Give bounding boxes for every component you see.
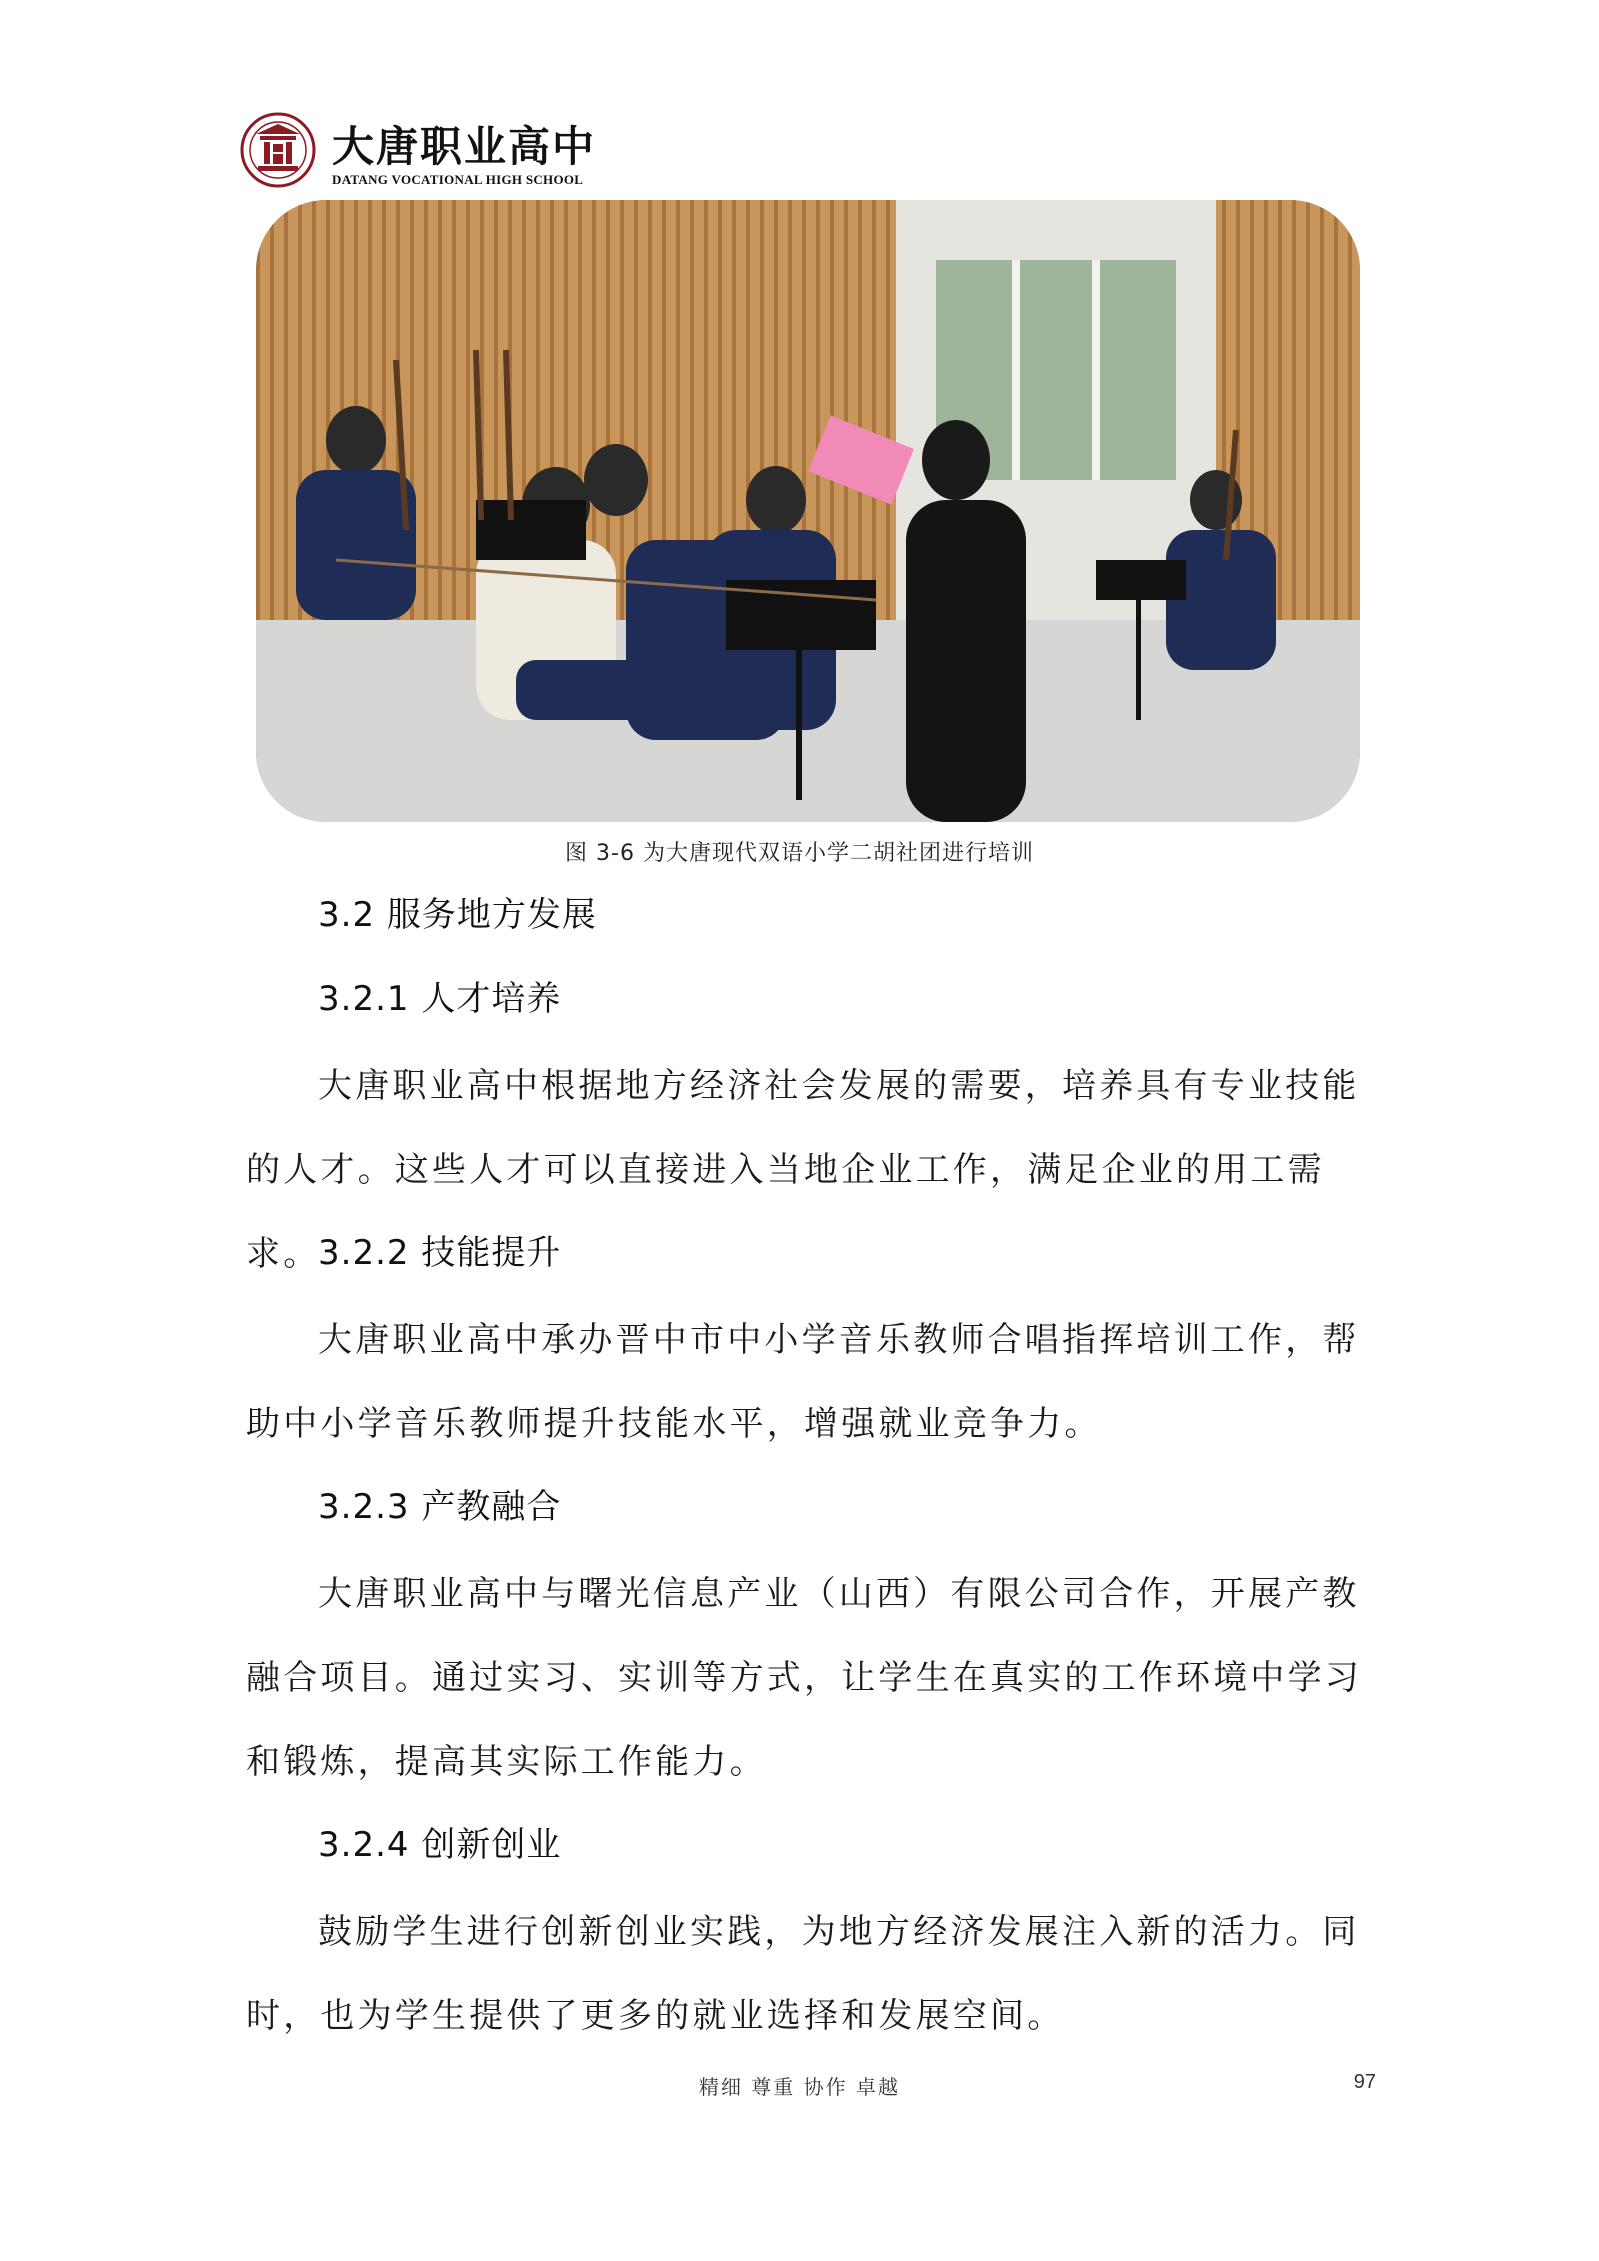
page-number: 97 bbox=[1353, 2071, 1376, 2093]
paragraph-3-2-4: 鼓励学生进行创新创业实践，为地方经济发展注入新的活力。同时，也为学生提供了更多的就业选择和发展空间。 bbox=[246, 1912, 1360, 2036]
footer-motto: 精细 尊重 协作 卓越 bbox=[698, 2075, 901, 2099]
paragraph-3-2-3: 大唐职业高中与曙光信息产业（山西）有限公司合作，开展产教融合项目。通过实习、实训等方式，让学生在真实的工作环境中学习和锻炼，提高其实际工作能力。 bbox=[246, 1574, 1362, 1782]
school-name-cn: 大唐职业高中 bbox=[332, 122, 597, 171]
section-title-3-2-3: 3.2.3 产教融合 bbox=[318, 1487, 562, 1527]
figure-caption: 图 3-6 为大唐现代双语小学二胡社团进行培训 bbox=[565, 841, 1034, 866]
section-title-3-2: 3.2 服务地方发展 bbox=[318, 895, 597, 935]
erhu-training-photo bbox=[256, 200, 1360, 822]
section-title-3-2-1: 3.2.1 人才培养 bbox=[318, 979, 562, 1019]
school-header bbox=[240, 108, 640, 198]
section-title-3-2-4: 3.2.4 创新创业 bbox=[318, 1825, 562, 1865]
paragraph-3-2-1: 大唐职业高中根据地方经济社会发展的需要，培养具有专业技能的人才。这些人才可以直接进入当地企业工作，满足企业的用工需求。 bbox=[246, 1066, 1360, 1274]
section-title-3-2-2: 3.2.2 技能提升 bbox=[318, 1233, 562, 1273]
school-logo-icon bbox=[240, 112, 316, 188]
paragraph-3-2-2: 大唐职业高中承办晋中市中小学音乐教师合唱指挥培训工作，帮助中小学音乐教师提升技能水平，增强就业竞争力。 bbox=[246, 1320, 1360, 1444]
school-name-en: DATANG VOCATIONAL HIGH SCHOOL bbox=[332, 172, 584, 187]
